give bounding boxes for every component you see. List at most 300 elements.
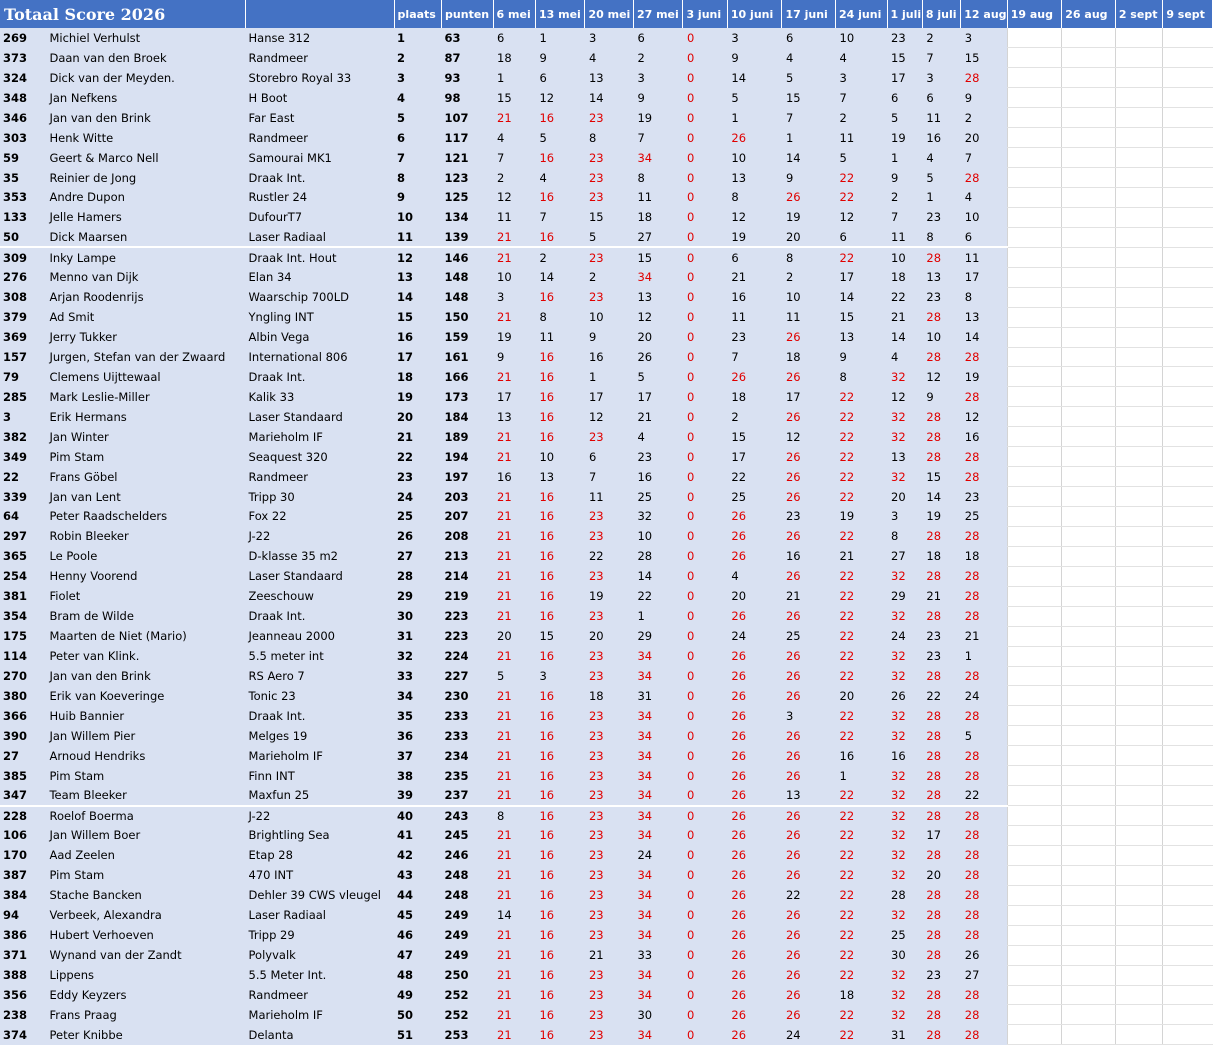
empty-score-cell[interactable]	[1062, 606, 1116, 626]
race-score-cell[interactable]: 26	[727, 905, 782, 925]
skipper-name-cell[interactable]: Le Poole	[46, 546, 245, 566]
race-score-cell[interactable]: 26	[727, 1025, 782, 1045]
race-score-cell[interactable]: 9	[727, 48, 782, 68]
race-score-cell[interactable]: 12	[585, 407, 633, 427]
empty-score-cell[interactable]	[1062, 407, 1116, 427]
total-points-cell[interactable]: 243	[442, 806, 494, 826]
skipper-name-cell[interactable]: Fiolet	[46, 586, 245, 606]
race-score-cell[interactable]: 23	[585, 706, 633, 726]
skipper-name-cell[interactable]: Aad Zeelen	[46, 845, 245, 865]
rank-cell[interactable]: 19	[394, 387, 441, 407]
empty-score-cell[interactable]	[1007, 487, 1062, 507]
skipper-name-cell[interactable]: Andre Dupon	[46, 188, 245, 208]
race-score-cell[interactable]: 16	[535, 188, 585, 208]
race-score-cell[interactable]: 3	[727, 28, 782, 48]
race-score-cell[interactable]: 15	[585, 207, 633, 227]
empty-score-cell[interactable]	[1115, 188, 1162, 208]
empty-score-cell[interactable]	[1007, 865, 1062, 885]
total-points-cell[interactable]: 123	[442, 168, 494, 188]
race-score-cell[interactable]: 0	[683, 766, 727, 786]
sail-number-cell[interactable]: 175	[0, 626, 46, 646]
skipper-name-cell[interactable]: Jan van Lent	[46, 487, 245, 507]
header-cell[interactable]: 19 aug	[1007, 0, 1062, 28]
race-score-cell[interactable]: 16	[535, 865, 585, 885]
race-score-cell[interactable]: 6	[727, 247, 782, 267]
boat-type-cell[interactable]: Marieholm IF	[246, 427, 395, 447]
race-score-cell[interactable]: 23	[585, 806, 633, 826]
race-score-cell[interactable]: 26	[727, 885, 782, 905]
empty-score-cell[interactable]	[1062, 327, 1116, 347]
empty-score-cell[interactable]	[1062, 965, 1116, 985]
race-score-cell[interactable]: 22	[836, 646, 888, 666]
race-score-cell[interactable]: 23	[887, 28, 922, 48]
empty-score-cell[interactable]	[1007, 347, 1062, 367]
race-score-cell[interactable]: 15	[922, 467, 960, 487]
race-score-cell[interactable]: 9	[922, 387, 960, 407]
race-score-cell[interactable]: 16	[493, 467, 535, 487]
race-score-cell[interactable]: 18	[585, 686, 633, 706]
race-score-cell[interactable]: 16	[836, 746, 888, 766]
total-points-cell[interactable]: 249	[442, 925, 494, 945]
race-score-cell[interactable]: 23	[727, 327, 782, 347]
race-score-cell[interactable]: 16	[535, 108, 585, 128]
sail-number-cell[interactable]: 380	[0, 686, 46, 706]
race-score-cell[interactable]: 10	[535, 447, 585, 467]
race-score-cell[interactable]: 23	[585, 786, 633, 806]
race-score-cell[interactable]: 28	[922, 746, 960, 766]
race-score-cell[interactable]: 22	[836, 845, 888, 865]
race-score-cell[interactable]: 12	[961, 407, 1007, 427]
race-score-cell[interactable]: 0	[683, 1025, 727, 1045]
race-score-cell[interactable]: 28	[961, 706, 1007, 726]
race-score-cell[interactable]: 34	[633, 925, 683, 945]
race-score-cell[interactable]: 3	[585, 28, 633, 48]
empty-score-cell[interactable]	[1007, 48, 1062, 68]
empty-score-cell[interactable]	[1007, 546, 1062, 566]
total-points-cell[interactable]: 125	[442, 188, 494, 208]
skipper-name-cell[interactable]: Peter Knibbe	[46, 1025, 245, 1045]
race-score-cell[interactable]: 26	[782, 327, 836, 347]
race-score-cell[interactable]: 7	[782, 108, 836, 128]
race-score-cell[interactable]: 16	[535, 1025, 585, 1045]
header-cell[interactable]: plaats	[394, 0, 441, 28]
empty-score-cell[interactable]	[1062, 28, 1116, 48]
race-score-cell[interactable]: 23	[585, 507, 633, 527]
empty-score-cell[interactable]	[1062, 467, 1116, 487]
empty-score-cell[interactable]	[1163, 586, 1213, 606]
race-score-cell[interactable]: 5	[836, 148, 888, 168]
race-score-cell[interactable]: 22	[836, 826, 888, 846]
race-score-cell[interactable]: 21	[493, 447, 535, 467]
rank-cell[interactable]: 11	[394, 227, 441, 247]
race-score-cell[interactable]: 4	[961, 188, 1007, 208]
race-score-cell[interactable]: 0	[683, 68, 727, 88]
empty-score-cell[interactable]	[1115, 88, 1162, 108]
sail-number-cell[interactable]: 324	[0, 68, 46, 88]
race-score-cell[interactable]: 26	[782, 666, 836, 686]
race-score-cell[interactable]: 22	[836, 905, 888, 925]
race-score-cell[interactable]: 6	[922, 88, 960, 108]
race-score-cell[interactable]: 20	[782, 227, 836, 247]
empty-score-cell[interactable]	[1062, 826, 1116, 846]
empty-score-cell[interactable]	[1163, 407, 1213, 427]
boat-type-cell[interactable]: Marieholm IF	[246, 746, 395, 766]
race-score-cell[interactable]: 26	[727, 746, 782, 766]
header-cell[interactable]: 2 sept	[1115, 0, 1162, 28]
race-score-cell[interactable]: 19	[887, 128, 922, 148]
race-score-cell[interactable]: 16	[535, 586, 585, 606]
race-score-cell[interactable]: 14	[922, 487, 960, 507]
race-score-cell[interactable]: 8	[585, 128, 633, 148]
header-cell[interactable]: 27 mei	[633, 0, 683, 28]
rank-cell[interactable]: 29	[394, 586, 441, 606]
race-score-cell[interactable]: 14	[493, 905, 535, 925]
empty-score-cell[interactable]	[1115, 845, 1162, 865]
empty-score-cell[interactable]	[1062, 845, 1116, 865]
race-score-cell[interactable]: 16	[535, 826, 585, 846]
total-points-cell[interactable]: 213	[442, 546, 494, 566]
rank-cell[interactable]: 32	[394, 646, 441, 666]
race-score-cell[interactable]: 3	[922, 68, 960, 88]
header-cell[interactable]: 6 mei	[493, 0, 535, 28]
race-score-cell[interactable]: 25	[633, 487, 683, 507]
skipper-name-cell[interactable]: Clemens Uijttewaal	[46, 367, 245, 387]
race-score-cell[interactable]: 28	[922, 666, 960, 686]
race-score-cell[interactable]: 28	[922, 427, 960, 447]
race-score-cell[interactable]: 22	[836, 407, 888, 427]
race-score-cell[interactable]: 11	[633, 188, 683, 208]
empty-score-cell[interactable]	[1163, 487, 1213, 507]
race-score-cell[interactable]: 7	[922, 48, 960, 68]
race-score-cell[interactable]: 23	[585, 606, 633, 626]
race-score-cell[interactable]: 0	[683, 586, 727, 606]
empty-score-cell[interactable]	[1007, 845, 1062, 865]
race-score-cell[interactable]: 23	[585, 427, 633, 447]
skipper-name-cell[interactable]: Michiel Verhulst	[46, 28, 245, 48]
rank-cell[interactable]: 48	[394, 965, 441, 985]
skipper-name-cell[interactable]: Bram de Wilde	[46, 606, 245, 626]
race-score-cell[interactable]: 22	[836, 526, 888, 546]
empty-score-cell[interactable]	[1115, 307, 1162, 327]
race-score-cell[interactable]: 21	[493, 885, 535, 905]
race-score-cell[interactable]: 28	[922, 726, 960, 746]
sail-number-cell[interactable]: 308	[0, 287, 46, 307]
race-score-cell[interactable]: 0	[683, 287, 727, 307]
race-score-cell[interactable]: 28	[961, 447, 1007, 467]
sail-number-cell[interactable]: 353	[0, 188, 46, 208]
race-score-cell[interactable]: 6	[961, 227, 1007, 247]
empty-score-cell[interactable]	[1062, 267, 1116, 287]
race-score-cell[interactable]: 15	[535, 626, 585, 646]
race-score-cell[interactable]: 23	[585, 865, 633, 885]
empty-score-cell[interactable]	[1062, 626, 1116, 646]
total-points-cell[interactable]: 250	[442, 965, 494, 985]
rank-cell[interactable]: 6	[394, 128, 441, 148]
race-score-cell[interactable]: 22	[836, 666, 888, 686]
race-score-cell[interactable]: 0	[683, 48, 727, 68]
race-score-cell[interactable]: 25	[782, 626, 836, 646]
skipper-name-cell[interactable]: Henk Witte	[46, 128, 245, 148]
race-score-cell[interactable]: 22	[836, 566, 888, 586]
empty-score-cell[interactable]	[1062, 367, 1116, 387]
race-score-cell[interactable]: 22	[961, 786, 1007, 806]
race-score-cell[interactable]: 10	[782, 287, 836, 307]
rank-cell[interactable]: 17	[394, 347, 441, 367]
race-score-cell[interactable]: 32	[887, 826, 922, 846]
skipper-name-cell[interactable]: Pim Stam	[46, 447, 245, 467]
race-score-cell[interactable]: 23	[922, 965, 960, 985]
race-score-cell[interactable]: 29	[633, 626, 683, 646]
race-score-cell[interactable]: 34	[633, 905, 683, 925]
empty-score-cell[interactable]	[1163, 148, 1213, 168]
boat-type-cell[interactable]: Rustler 24	[246, 188, 395, 208]
race-score-cell[interactable]: 6	[585, 447, 633, 467]
race-score-cell[interactable]: 20	[887, 487, 922, 507]
race-score-cell[interactable]: 27	[961, 965, 1007, 985]
empty-score-cell[interactable]	[1115, 925, 1162, 945]
empty-score-cell[interactable]	[1115, 327, 1162, 347]
empty-score-cell[interactable]	[1007, 646, 1062, 666]
race-score-cell[interactable]: 18	[493, 48, 535, 68]
empty-score-cell[interactable]	[1007, 427, 1062, 447]
race-score-cell[interactable]: 28	[961, 526, 1007, 546]
race-score-cell[interactable]: 14	[836, 287, 888, 307]
empty-score-cell[interactable]	[1115, 806, 1162, 826]
empty-score-cell[interactable]	[1007, 287, 1062, 307]
header-cell[interactable]: 26 aug	[1062, 0, 1116, 28]
total-points-cell[interactable]: 246	[442, 845, 494, 865]
empty-score-cell[interactable]	[1062, 746, 1116, 766]
race-score-cell[interactable]: 19	[727, 227, 782, 247]
race-score-cell[interactable]: 28	[922, 985, 960, 1005]
race-score-cell[interactable]: 4	[535, 168, 585, 188]
race-score-cell[interactable]: 24	[727, 626, 782, 646]
race-score-cell[interactable]: 32	[887, 566, 922, 586]
race-score-cell[interactable]: 0	[683, 507, 727, 527]
race-score-cell[interactable]: 19	[922, 507, 960, 527]
race-score-cell[interactable]: 0	[683, 885, 727, 905]
skipper-name-cell[interactable]: Jurgen, Stefan van der Zwaard	[46, 347, 245, 367]
race-score-cell[interactable]: 5	[493, 666, 535, 686]
total-points-cell[interactable]: 223	[442, 626, 494, 646]
race-score-cell[interactable]: 16	[535, 706, 585, 726]
empty-score-cell[interactable]	[1163, 207, 1213, 227]
empty-score-cell[interactable]	[1115, 168, 1162, 188]
sail-number-cell[interactable]: 347	[0, 786, 46, 806]
race-score-cell[interactable]: 28	[961, 905, 1007, 925]
empty-score-cell[interactable]	[1115, 905, 1162, 925]
race-score-cell[interactable]: 0	[683, 726, 727, 746]
race-score-cell[interactable]: 16	[961, 427, 1007, 447]
boat-type-cell[interactable]: RS Aero 7	[246, 666, 395, 686]
boat-type-cell[interactable]: Laser Radiaal	[246, 905, 395, 925]
race-score-cell[interactable]: 14	[887, 327, 922, 347]
race-score-cell[interactable]: 16	[782, 546, 836, 566]
empty-score-cell[interactable]	[1007, 606, 1062, 626]
race-score-cell[interactable]: 4	[782, 48, 836, 68]
race-score-cell[interactable]: 18	[887, 267, 922, 287]
race-score-cell[interactable]: 13	[633, 287, 683, 307]
race-score-cell[interactable]: 10	[922, 327, 960, 347]
sail-number-cell[interactable]: 381	[0, 586, 46, 606]
race-score-cell[interactable]: 26	[727, 546, 782, 566]
rank-cell[interactable]: 15	[394, 307, 441, 327]
race-score-cell[interactable]: 4	[633, 427, 683, 447]
race-score-cell[interactable]: 11	[493, 207, 535, 227]
boat-type-cell[interactable]: Laser Standaard	[246, 566, 395, 586]
race-score-cell[interactable]: 21	[493, 606, 535, 626]
boat-type-cell[interactable]: Maxfun 25	[246, 786, 395, 806]
race-score-cell[interactable]: 10	[836, 28, 888, 48]
race-score-cell[interactable]: 23	[585, 1005, 633, 1025]
race-score-cell[interactable]: 16	[535, 347, 585, 367]
total-points-cell[interactable]: 224	[442, 646, 494, 666]
rank-cell[interactable]: 20	[394, 407, 441, 427]
race-score-cell[interactable]: 26	[727, 526, 782, 546]
race-score-cell[interactable]: 9	[493, 347, 535, 367]
race-score-cell[interactable]: 19	[961, 367, 1007, 387]
header-cell-blank[interactable]	[246, 0, 395, 28]
race-score-cell[interactable]: 7	[535, 207, 585, 227]
race-score-cell[interactable]: 0	[683, 227, 727, 247]
race-score-cell[interactable]: 17	[493, 387, 535, 407]
empty-score-cell[interactable]	[1115, 726, 1162, 746]
race-score-cell[interactable]: 22	[836, 188, 888, 208]
race-score-cell[interactable]: 22	[922, 686, 960, 706]
race-score-cell[interactable]: 21	[633, 407, 683, 427]
race-score-cell[interactable]: 32	[887, 606, 922, 626]
empty-score-cell[interactable]	[1115, 885, 1162, 905]
race-score-cell[interactable]: 0	[683, 826, 727, 846]
empty-score-cell[interactable]	[1115, 407, 1162, 427]
sail-number-cell[interactable]: 238	[0, 1005, 46, 1025]
race-score-cell[interactable]: 20	[727, 586, 782, 606]
total-points-cell[interactable]: 159	[442, 327, 494, 347]
boat-type-cell[interactable]: Marieholm IF	[246, 1005, 395, 1025]
race-score-cell[interactable]: 21	[782, 586, 836, 606]
race-score-cell[interactable]: 28	[922, 407, 960, 427]
header-cell[interactable]: 20 mei	[585, 0, 633, 28]
race-score-cell[interactable]: 13	[727, 168, 782, 188]
race-score-cell[interactable]: 34	[633, 148, 683, 168]
race-score-cell[interactable]: 12	[887, 387, 922, 407]
race-score-cell[interactable]: 0	[683, 88, 727, 108]
rank-cell[interactable]: 4	[394, 88, 441, 108]
race-score-cell[interactable]: 1	[922, 188, 960, 208]
total-points-cell[interactable]: 166	[442, 367, 494, 387]
race-score-cell[interactable]: 13	[782, 786, 836, 806]
race-score-cell[interactable]: 26	[727, 507, 782, 527]
sail-number-cell[interactable]: 170	[0, 845, 46, 865]
race-score-cell[interactable]: 1	[727, 108, 782, 128]
race-score-cell[interactable]: 5	[961, 726, 1007, 746]
race-score-cell[interactable]: 21	[493, 945, 535, 965]
race-score-cell[interactable]: 26	[782, 726, 836, 746]
skipper-name-cell[interactable]: Arjan Roodenrijs	[46, 287, 245, 307]
empty-score-cell[interactable]	[1007, 267, 1062, 287]
sail-number-cell[interactable]: 297	[0, 526, 46, 546]
race-score-cell[interactable]: 31	[633, 686, 683, 706]
race-score-cell[interactable]: 0	[683, 247, 727, 267]
header-cell[interactable]: punten	[442, 0, 494, 28]
race-score-cell[interactable]: 26	[782, 826, 836, 846]
boat-type-cell[interactable]: DufourT7	[246, 207, 395, 227]
race-score-cell[interactable]: 17	[782, 387, 836, 407]
empty-score-cell[interactable]	[1115, 546, 1162, 566]
empty-score-cell[interactable]	[1062, 786, 1116, 806]
race-score-cell[interactable]: 22	[836, 865, 888, 885]
race-score-cell[interactable]: 23	[585, 766, 633, 786]
empty-score-cell[interactable]	[1115, 666, 1162, 686]
empty-score-cell[interactable]	[1115, 247, 1162, 267]
race-score-cell[interactable]: 0	[683, 965, 727, 985]
boat-type-cell[interactable]: Randmeer	[246, 48, 395, 68]
race-score-cell[interactable]: 8	[887, 526, 922, 546]
race-score-cell[interactable]: 0	[683, 746, 727, 766]
race-score-cell[interactable]: 32	[887, 666, 922, 686]
empty-score-cell[interactable]	[1115, 148, 1162, 168]
empty-score-cell[interactable]	[1163, 48, 1213, 68]
race-score-cell[interactable]: 21	[493, 706, 535, 726]
boat-type-cell[interactable]: Draak Int.	[246, 168, 395, 188]
skipper-name-cell[interactable]: Jan van den Brink	[46, 666, 245, 686]
race-score-cell[interactable]: 8	[633, 168, 683, 188]
race-score-cell[interactable]: 15	[836, 307, 888, 327]
skipper-name-cell[interactable]: Roelof Boerma	[46, 806, 245, 826]
race-score-cell[interactable]: 20	[836, 686, 888, 706]
race-score-cell[interactable]: 23	[922, 287, 960, 307]
race-score-cell[interactable]: 16	[535, 786, 585, 806]
race-score-cell[interactable]: 32	[633, 507, 683, 527]
race-score-cell[interactable]: 26	[782, 367, 836, 387]
race-score-cell[interactable]: 1	[493, 68, 535, 88]
boat-type-cell[interactable]: Draak Int.	[246, 606, 395, 626]
empty-score-cell[interactable]	[1163, 626, 1213, 646]
total-points-cell[interactable]: 233	[442, 726, 494, 746]
skipper-name-cell[interactable]: Erik van Koeveringe	[46, 686, 245, 706]
race-score-cell[interactable]: 34	[633, 865, 683, 885]
empty-score-cell[interactable]	[1007, 148, 1062, 168]
skipper-name-cell[interactable]: Jan Willem Boer	[46, 826, 245, 846]
sail-number-cell[interactable]: 254	[0, 566, 46, 586]
race-score-cell[interactable]: 21	[493, 307, 535, 327]
rank-cell[interactable]: 40	[394, 806, 441, 826]
race-score-cell[interactable]: 22	[836, 427, 888, 447]
race-score-cell[interactable]: 34	[633, 885, 683, 905]
empty-score-cell[interactable]	[1062, 507, 1116, 527]
total-points-cell[interactable]: 219	[442, 586, 494, 606]
race-score-cell[interactable]: 16	[535, 845, 585, 865]
race-score-cell[interactable]: 22	[836, 487, 888, 507]
race-score-cell[interactable]: 23	[585, 1025, 633, 1045]
race-score-cell[interactable]: 15	[493, 88, 535, 108]
rank-cell[interactable]: 49	[394, 985, 441, 1005]
empty-score-cell[interactable]	[1115, 507, 1162, 527]
race-score-cell[interactable]: 21	[493, 507, 535, 527]
sail-number-cell[interactable]: 64	[0, 507, 46, 527]
race-score-cell[interactable]: 0	[683, 945, 727, 965]
race-score-cell[interactable]: 10	[961, 207, 1007, 227]
race-score-cell[interactable]: 32	[887, 845, 922, 865]
header-cell[interactable]: 24 juni	[836, 0, 888, 28]
race-score-cell[interactable]: 12	[922, 367, 960, 387]
total-points-cell[interactable]: 148	[442, 287, 494, 307]
race-score-cell[interactable]: 6	[887, 88, 922, 108]
skipper-name-cell[interactable]: Eddy Keyzers	[46, 985, 245, 1005]
total-points-cell[interactable]: 87	[442, 48, 494, 68]
race-score-cell[interactable]: 0	[683, 546, 727, 566]
race-score-cell[interactable]: 23	[585, 108, 633, 128]
